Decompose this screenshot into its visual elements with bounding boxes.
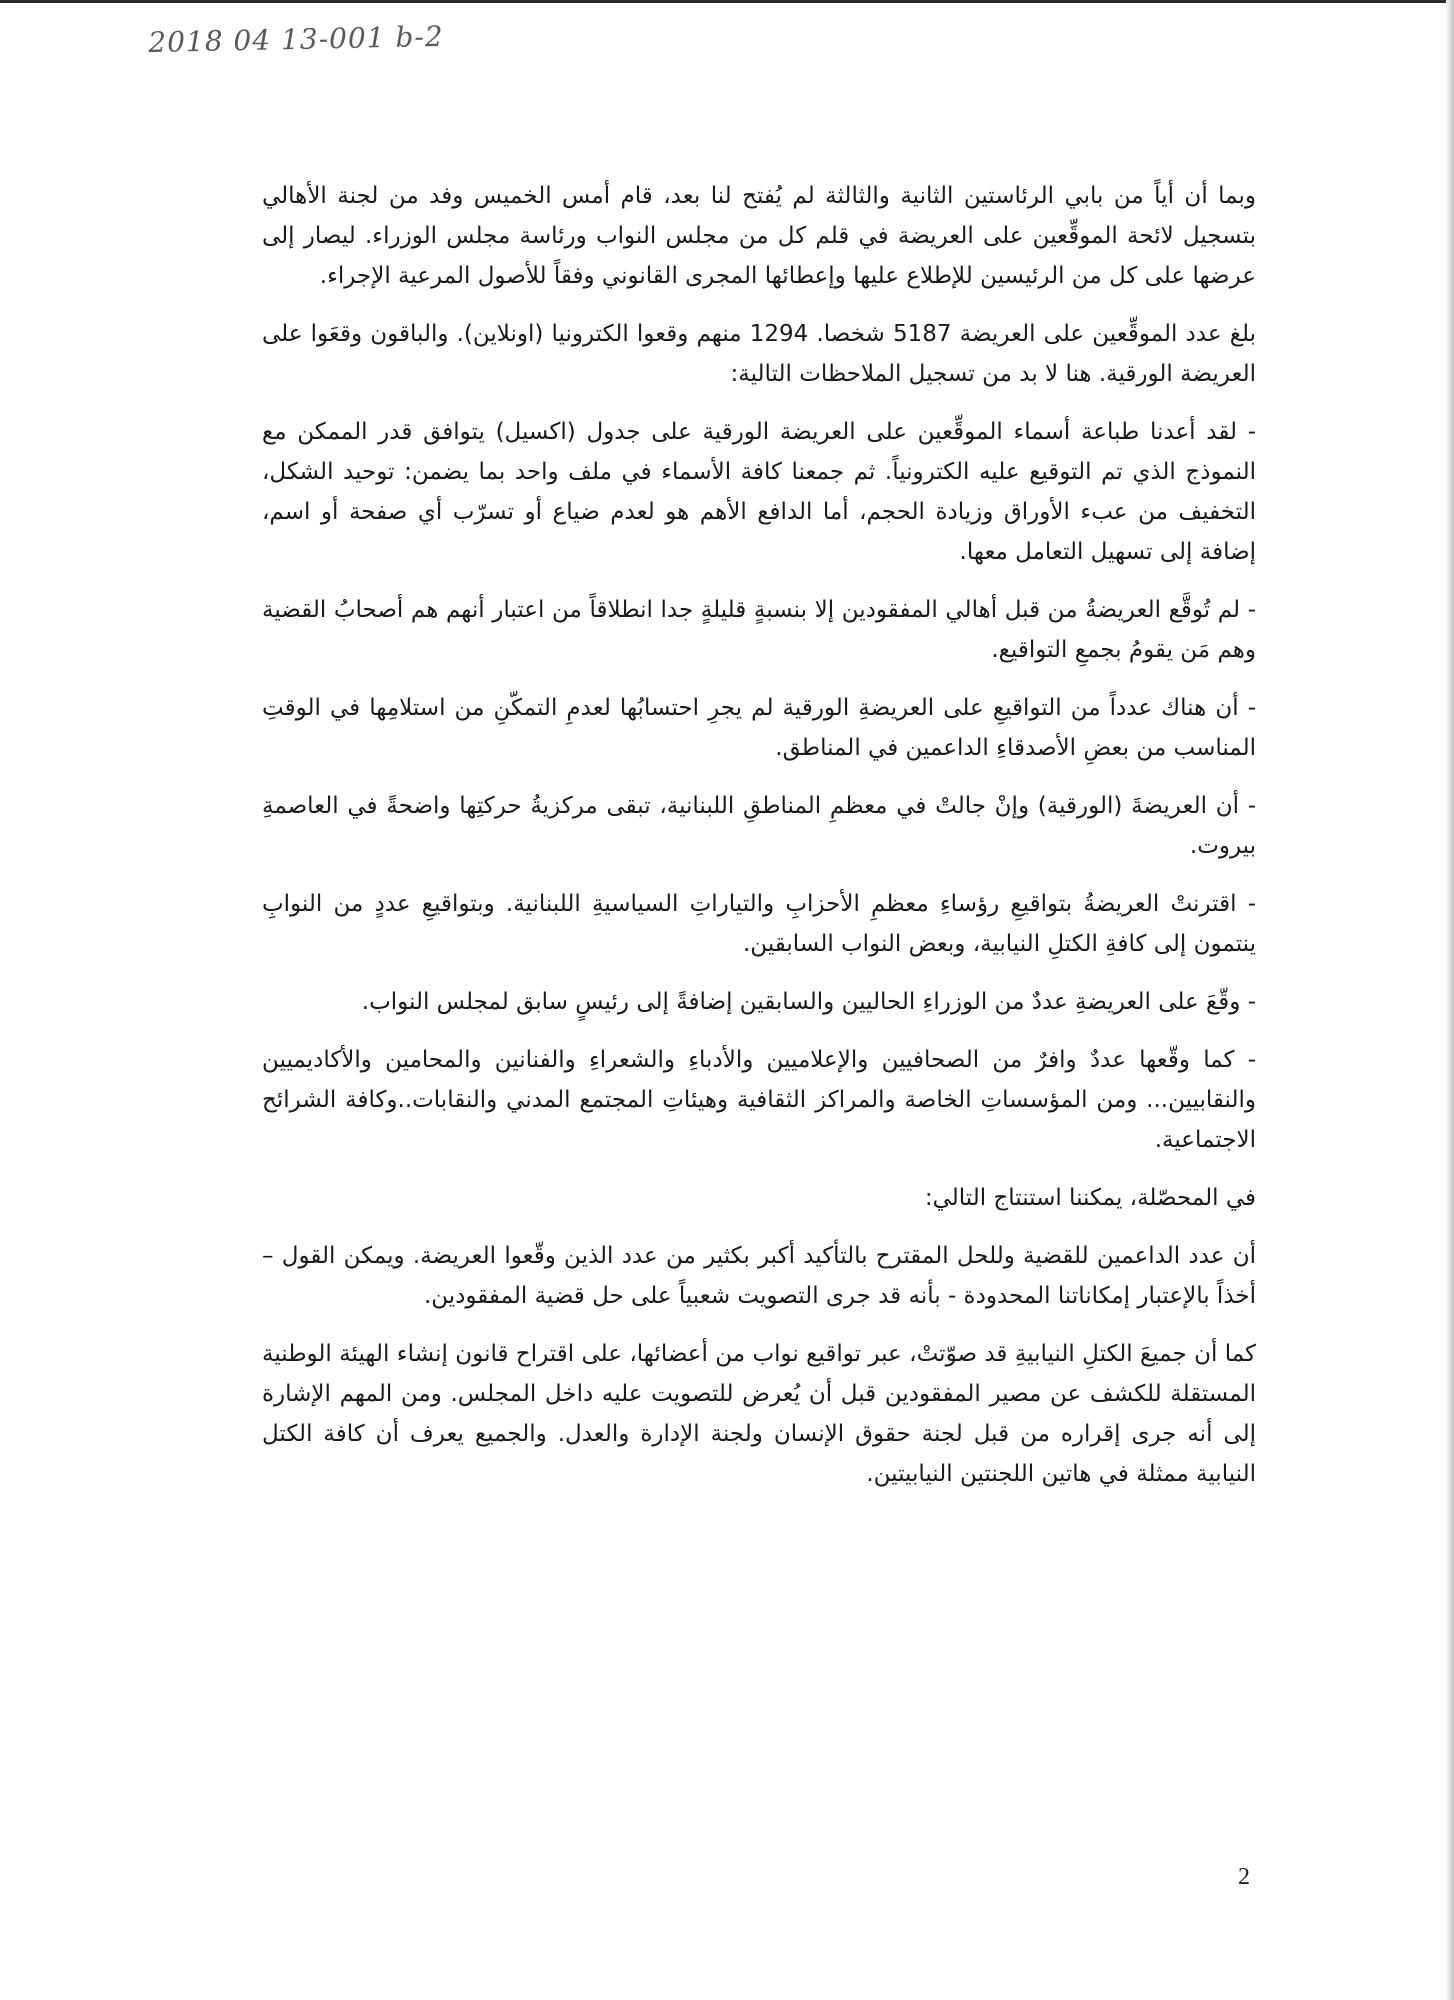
letter-body: [262, 176, 1256, 1512]
paragraph-note-families: - لم تُوقَّع العريضةُ من قبل أهالي المفقودين إلا بنسبةٍ قليلةٍ جدا انطلاقاً من اعتبار أنهم هم أصحابُ القضية وهم مَن يقومُ بجمعِ التواقيع.: [262, 597, 1256, 663]
paragraph-conclusion-support: أن عدد الداعمين للقضية وللحل المقترح بالتأكيد أكبر بكثير من عدد الذين وقّعوا العريضة. ويمكن القول – أخذاً بالإعتبار إمكاناتنا المحدودة - بأنه قد جرى التصويت شعبياً على حل قضية المفقودين.: [262, 1243, 1256, 1309]
paragraph-note-beirut: - أن العريضةَ (الورقية) وإنْ جالتْ في معظمِ المناطقِ اللبنانية، تبقى مركزيةُ حركتِها واضحةً في العاصمةِ بيروت.: [262, 793, 1256, 859]
paragraph-signature-count: بلغ عدد الموقِّعين على العريضة 5187 شخصا. 1294 منهم وقعوا الكترونيا (اونلاين). والباقون وقعَوا على العريضة الورقية. هنا لا بد من تسجيل الملاحظات التالية:: [262, 321, 1256, 387]
paragraph-conclusion-parliament: كما أن جميعَ الكتلِ النيابيةِ قد صوّتتْ، عبر تواقيع نواب من أعضائها، على اقتراح قانون إنشاء الهيئة الوطنية المستقلة للكشف عن مصير المفقودين قبل أن يُعرض للتصويت عليه داخل المجلس. ومن المهم الإشارة إلى أنه جرى إقراره من قبل لجنة حقوق الإنسان ولجنة الإدارة والعدل. والجميع يعرف أن كافة الكتل النيابية ممثلة في هاتين اللجنتين النيابيتين.: [262, 1341, 1256, 1487]
paragraph-note-society: - كما وقّعها عددٌ وافرٌ من الصحافيين والإعلاميين والأدباءِ والشعراءِ والفنانين والمحامين والأكاديميين والنقابيين... ومن المؤسساتِ الخاصة والمراكز الثقافية وهيئاتِ المجتمع المدني والنقابات..وكافة الشرائح الاجتماعية.: [262, 1047, 1256, 1153]
scan-edge-top: [0, 0, 1454, 3]
scan-edge-right: [1446, 0, 1454, 2000]
paragraph-intro: وبما أن أياً من بابي الرئاستين الثانية والثالثة لم يُفتح لنا بعد، قام أمس الخميس وفد من لجنة الأهالي بتسجيل لائحة الموقِّعين على العريضة في قلم كل من مجلس النواب ورئاسة مجلس الوزراء. ليصار إلى عرضها على كل من الرئيسين للإطلاع عليها وإعطائها المجرى القانوني وفقاً للأصول المرعية الإجراء.: [262, 183, 1256, 289]
paragraph-conclusion-heading: في المحصّلة، يمكننا استنتاج التالي:: [924, 1185, 1256, 1211]
paragraph-note-excel: - لقد أعدنا طباعة أسماء الموقِّعين على العريضة الورقية على جدول (اكسيل) يتوافق قدر الممكن مع النموذج الذي تم التوقيع عليه الكترونياً. ثم جمعنا كافة الأسماء في ملف واحد بما يضمن: توحيد الشكل، التخفيف من عبء الأوراق وزيادة الحجم، أما الدافع الأهم هو لعدم ضياع أو تسرّب أي صفحة أو اسم، إضافة إلى تسهيل التعامل معها.: [262, 419, 1256, 565]
page-number: 2: [1238, 1864, 1250, 1890]
paragraph-note-ministers: - وقّعَ على العريضةِ عددٌ من الوزراءِ الحاليين والسابقين إضافةً إلى رئيسٍ سابق لمجلس النواب.: [361, 989, 1256, 1015]
handwritten-reference-number: 2018 04 13-001 b-2: [148, 19, 444, 59]
paragraph-note-parties: - اقترنتْ العريضةُ بتواقيعِ رؤساءِ معظمِ الأحزابِ والتياراتِ السياسيةِ اللبنانية. وبتواقيعِ عددٍ من النوابِ ينتمون إلى كافةِ الكتلِ النيابية، وبعض النواب السابقين.: [262, 891, 1256, 957]
paragraph-note-uncounted: - أن هناك عدداً من التواقيعِ على العريضةِ الورقية لم يجرِ احتسابُها لعدمِ التمكّنِ من استلامِها في الوقتِ المناسب من بعضِ الأصدقاءِ الداعمين في المناطق.: [262, 695, 1256, 761]
